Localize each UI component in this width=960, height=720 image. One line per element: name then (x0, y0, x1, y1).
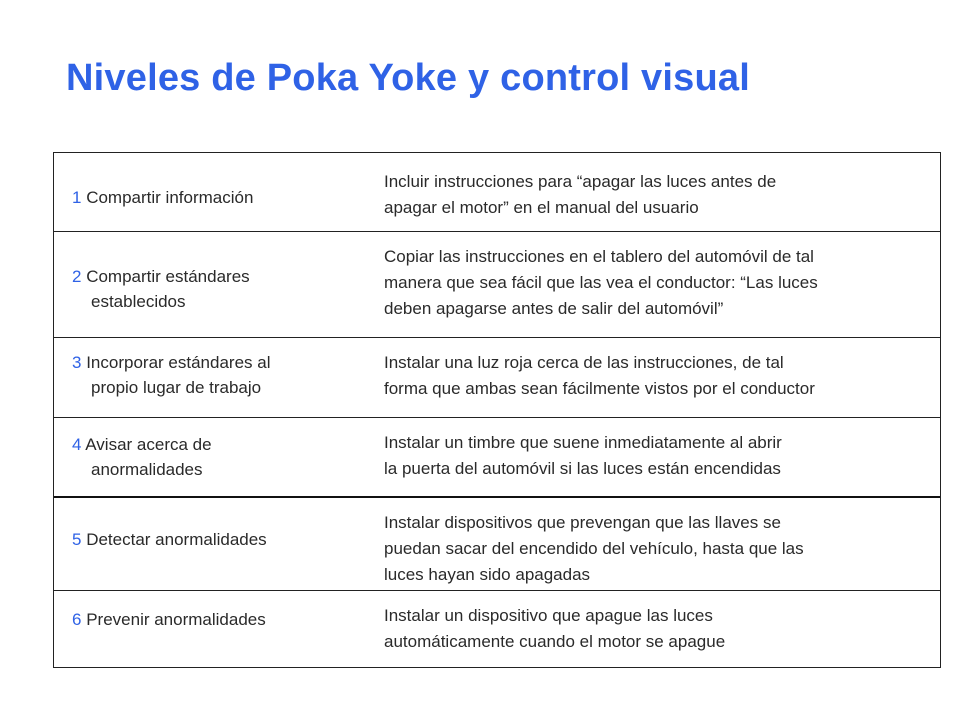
description-line: Instalar una luz roja cerca de las instrucciones, de tal (384, 353, 784, 372)
level-number: 5 (72, 530, 82, 549)
level-name: Compartir información (86, 188, 254, 207)
level-name-continued: establecidos (91, 292, 186, 311)
level-row (54, 338, 940, 418)
level-description (384, 603, 929, 655)
levels-table (53, 152, 941, 668)
level-number: 4 (72, 435, 82, 454)
level-row (54, 153, 940, 232)
level-label (72, 185, 362, 210)
level-name-continued: anormalidades (91, 460, 203, 479)
level-row (54, 498, 940, 591)
level-label (72, 432, 362, 482)
description-line: Instalar un timbre que suene inmediatamente al abrir (384, 433, 782, 452)
level-number: 6 (72, 610, 82, 629)
description-line: automáticamente cuando el motor se apague (384, 632, 726, 651)
description-line: la puerta del automóvil si las luces están encendidas (384, 459, 781, 478)
level-number: 2 (72, 267, 82, 286)
level-description (384, 169, 929, 221)
description-line: Instalar un dispositivo que apague las luces (384, 606, 713, 625)
level-name: Detectar anormalidades (86, 530, 267, 549)
level-description (384, 510, 929, 588)
level-label (72, 607, 362, 632)
level-row (54, 591, 940, 667)
description-line: manera que sea fácil que las vea el conductor: “Las luces (384, 273, 818, 292)
level-number: 1 (72, 188, 82, 207)
description-line: Incluir instrucciones para “apagar las luces antes de (384, 172, 777, 191)
description-line: Copiar las instrucciones en el tablero del automóvil de tal (384, 247, 814, 266)
level-name: Avisar acerca de (85, 435, 212, 454)
description-line: puedan sacar del encendido del vehículo, hasta que las (384, 539, 804, 558)
level-label (72, 527, 362, 552)
level-description (384, 244, 929, 322)
description-line: apagar el motor” en el manual del usuario (384, 198, 699, 217)
level-name: Prevenir anormalidades (86, 610, 266, 629)
level-row (54, 418, 940, 498)
slide-title: Niveles de Poka Yoke y control visual (66, 57, 750, 99)
level-name: Compartir estándares (86, 267, 250, 286)
level-label (72, 350, 362, 400)
level-label (72, 264, 362, 314)
level-row (54, 232, 940, 338)
level-name-continued: propio lugar de trabajo (91, 378, 262, 397)
level-number: 3 (72, 353, 82, 372)
level-description (384, 350, 929, 402)
level-name: Incorporar estándares al (86, 353, 271, 372)
level-description (384, 430, 929, 482)
description-line: Instalar dispositivos que prevengan que las llaves se (384, 513, 781, 532)
description-line: luces hayan sido apagadas (384, 565, 591, 584)
description-line: deben apagarse antes de salir del automóvil” (384, 299, 724, 318)
description-line: forma que ambas sean fácilmente vistos por el conductor (384, 379, 815, 398)
